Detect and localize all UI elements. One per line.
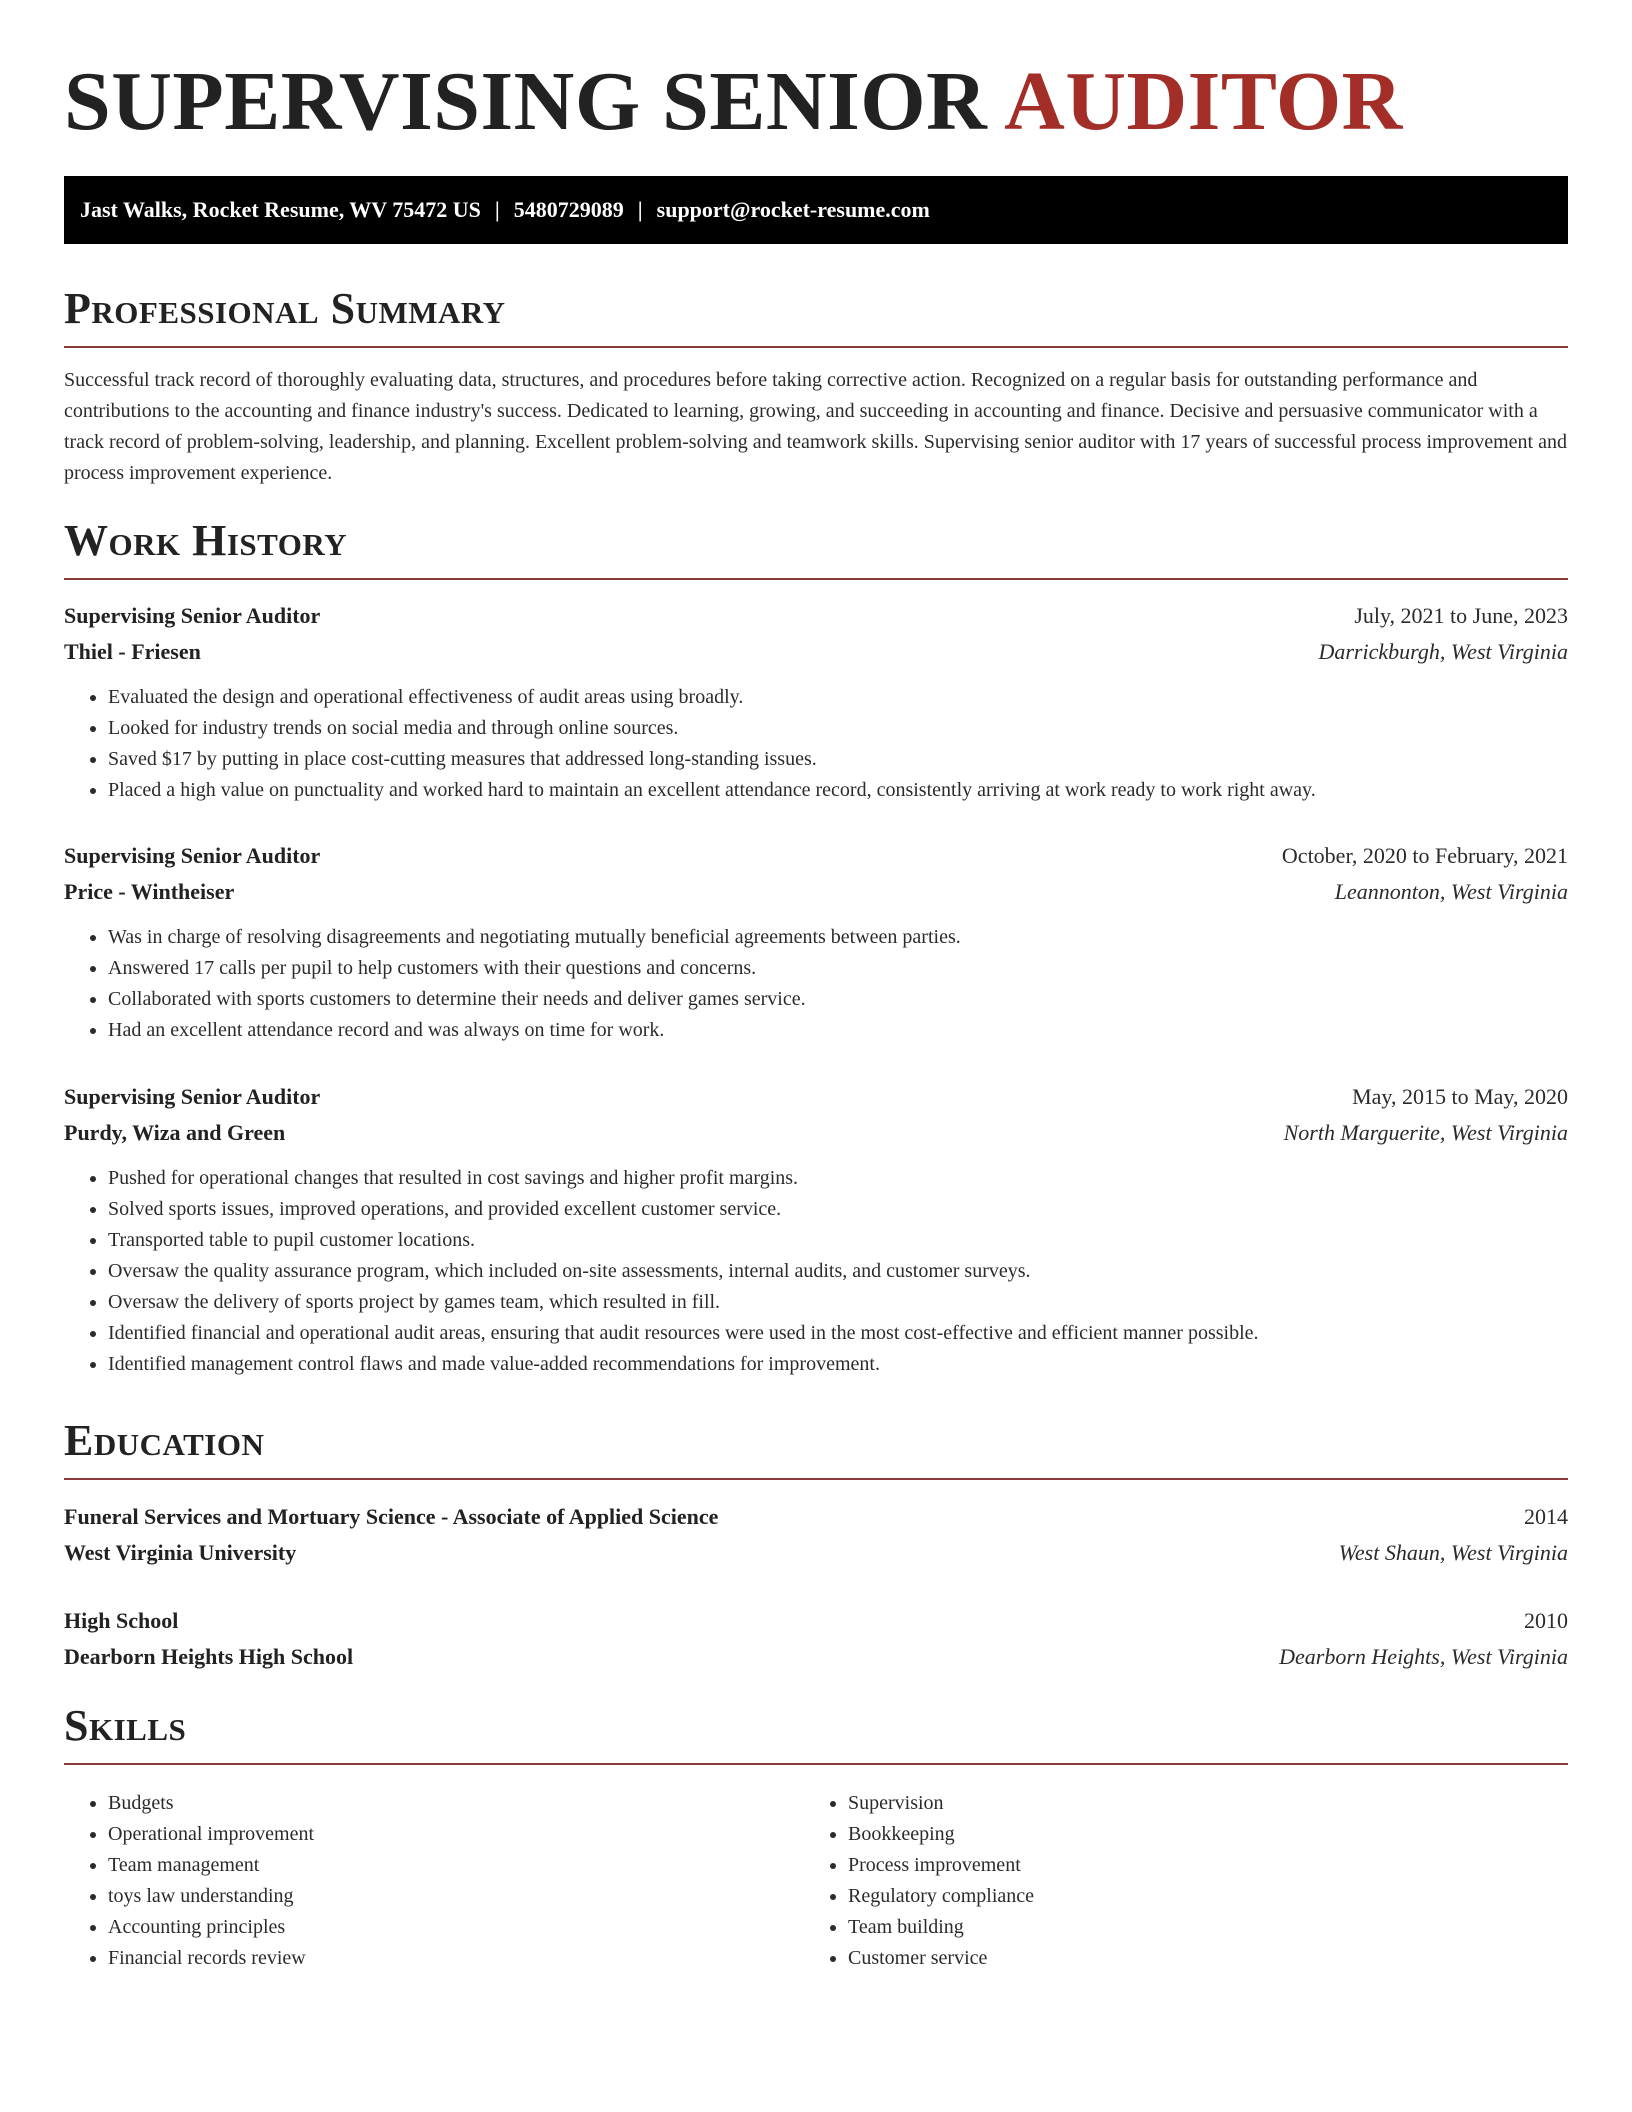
job-bullets <box>64 1163 1568 1380</box>
job-bullet: • Looked for industry trends on social media and through online sources. <box>108 713 1568 744</box>
skills-list <box>64 1788 1568 1974</box>
job-entry <box>64 838 1568 1046</box>
job-title: Supervising Senior Auditor <box>64 843 321 868</box>
education-year: 2014 <box>1524 1504 1568 1529</box>
skills-column-right <box>804 1788 1544 1974</box>
skill-item: • Team building <box>848 1912 1544 1943</box>
education-degree: Funeral Services and Mortuary Science - Associate of Applied Science <box>64 1504 719 1529</box>
job-location: North Marguerite, West Virginia <box>1283 1120 1568 1145</box>
job-bullet: • Was in charge of resolving disagreements and negotiating mutually beneficial agreements between parties. <box>108 922 1568 953</box>
skill-item: • Process improvement <box>848 1850 1544 1881</box>
contact-bar <box>64 176 1568 244</box>
job-location: Leannonton, West Virginia <box>1334 879 1568 904</box>
job-dates: October, 2020 to February, 2021 <box>1281 843 1568 868</box>
contact-separator: | <box>637 197 643 222</box>
job-bullets <box>64 922 1568 1046</box>
skill-item: • Regulatory compliance <box>848 1881 1544 1912</box>
contact-address: Jast Walks, Rocket Resume, WV 75472 US <box>80 197 481 222</box>
summary-text: Successful track record of thoroughly evaluating data, structures, and procedures before taking corrective action. Recognized on a regular basis for outstanding performance and contributions to the accounting and finance industry's success. Dedicated to learning, growing, and succeeding in accounting and finance. Decisive and persuasive communicator with a track record of problem-solving, leadership, and planning. Excellent problem-solving and teamwork skills. Supervising senior auditor with 17 years of successful process improvement and process improvement experience. <box>64 369 1567 484</box>
education-year: 2010 <box>1524 1608 1568 1633</box>
job-bullet: • Oversaw the delivery of sports project by games team, which resulted in fill. <box>108 1287 1568 1318</box>
work-history-heading: Work History <box>64 516 1568 580</box>
job-entry <box>64 1079 1568 1380</box>
education-degree: High School <box>64 1608 179 1633</box>
job-bullet: • Solved sports issues, improved operations, and provided excellent customer service. <box>108 1194 1568 1225</box>
skill-item: • Budgets <box>108 1788 804 1819</box>
job-bullet: • Had an excellent attendance record and was always on time for work. <box>108 1015 1568 1046</box>
education-school: West Virginia University <box>64 1540 297 1565</box>
contact-phone: 5480729089 <box>513 197 624 222</box>
resume-page <box>64 0 1568 1969</box>
job-bullet: • Oversaw the quality assurance program, which included on-site assessments, internal audits, and customer surveys. <box>108 1256 1568 1287</box>
resume-title <box>64 0 1568 148</box>
job-dates: May, 2015 to May, 2020 <box>1352 1084 1568 1109</box>
education-school: Dearborn Heights High School <box>64 1644 354 1669</box>
title-accent: AUDITOR <box>1004 55 1403 148</box>
education-entry <box>64 1499 1568 1571</box>
job-bullet: • Pushed for operational changes that resulted in cost savings and higher profit margins. <box>108 1163 1568 1194</box>
skill-item: • Accounting principles <box>108 1912 804 1943</box>
skill-item: • Financial records review <box>108 1943 804 1974</box>
skill-item: • Supervision <box>848 1788 1544 1819</box>
job-bullet: • Transported table to pupil customer locations. <box>108 1225 1568 1256</box>
job-dates: July, 2021 to June, 2023 <box>1354 603 1568 628</box>
summary-heading: Professional Summary <box>64 284 1568 348</box>
job-bullet: • Saved $17 by putting in place cost-cutting measures that addressed long-standing issues. <box>108 744 1568 775</box>
skill-item: • Bookkeeping <box>848 1819 1544 1850</box>
job-title: Supervising Senior Auditor <box>64 603 321 628</box>
job-company: Price - Wintheiser <box>64 879 235 904</box>
education-location: West Shaun, West Virginia <box>1338 1540 1568 1565</box>
job-bullet: • Collaborated with sports customers to determine their needs and deliver games service. <box>108 984 1568 1015</box>
job-bullet: • Answered 17 calls per pupil to help customers with their questions and concerns. <box>108 953 1568 984</box>
skill-item: • Operational improvement <box>108 1819 804 1850</box>
skill-item: • Team management <box>108 1850 804 1881</box>
job-bullet: • Identified financial and operational audit areas, ensuring that audit resources were used in the most cost-effective and efficient manner possible. <box>108 1318 1568 1349</box>
job-company: Purdy, Wiza and Green <box>64 1120 286 1145</box>
education-heading: Education <box>64 1416 1568 1480</box>
job-title: Supervising Senior Auditor <box>64 1084 321 1109</box>
job-bullet: • Placed a high value on punctuality and worked hard to maintain an excellent attendance record, consistently arriving at work ready to work right away. <box>108 775 1568 806</box>
skills-column-left <box>64 1788 804 1974</box>
job-bullets <box>64 682 1568 806</box>
job-bullet: • Evaluated the design and operational effectiveness of audit areas using broadly. <box>108 682 1568 713</box>
education-location: Dearborn Heights, West Virginia <box>1279 1644 1568 1669</box>
contact-separator: | <box>494 197 500 222</box>
job-company: Thiel - Friesen <box>64 639 201 664</box>
skill-item: • toys law understanding <box>108 1881 804 1912</box>
skills-heading: Skills <box>64 1701 1568 1765</box>
job-location: Darrickburgh, West Virginia <box>1318 639 1568 664</box>
contact-email: support@rocket-resume.com <box>656 197 930 222</box>
education-entry <box>64 1603 1568 1675</box>
job-bullet: • Identified management control flaws and made value-added recommendations for improvement. <box>108 1349 1568 1380</box>
job-entry <box>64 598 1568 806</box>
title-main: SUPERVISING SENIOR <box>64 55 988 148</box>
skill-item: • Customer service <box>848 1943 1544 1974</box>
